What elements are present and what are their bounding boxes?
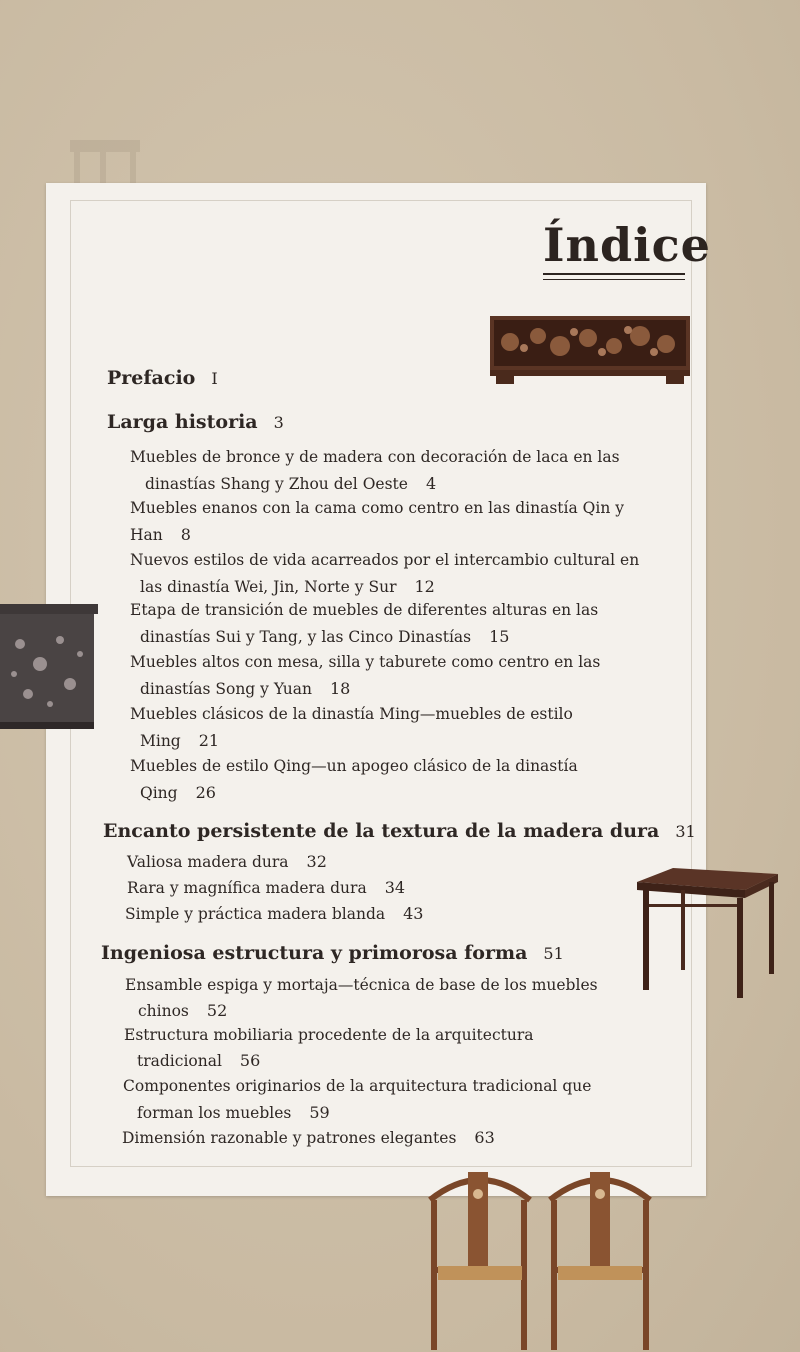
toc-subentry[interactable]: Nuevos estilos de vida acarreados por el intercambio cultural en bbox=[130, 551, 640, 569]
page-number: 32 bbox=[306, 852, 327, 871]
toc-subentry[interactable]: Etapa de transición de muebles de diferentes alturas en las bbox=[130, 601, 599, 619]
toc-subentry-cont[interactable]: Han 8 bbox=[130, 525, 191, 544]
toc-entry-prefacio[interactable]: Prefacio I bbox=[107, 367, 218, 389]
title-underline bbox=[543, 273, 685, 275]
page-number: 18 bbox=[329, 679, 351, 698]
page-number: 43 bbox=[403, 904, 424, 923]
horseshoe-chairs-illustration bbox=[420, 1160, 660, 1352]
toc-entry-ingeniosa[interactable]: Ingeniosa estructura y primorosa forma 51 bbox=[101, 942, 564, 964]
page-number: 15 bbox=[489, 627, 510, 646]
toc-subentry[interactable]: Estructura mobiliaria procedente de la arquitectura bbox=[124, 1026, 534, 1044]
toc-entry-larga-historia[interactable]: Larga historia 3 bbox=[107, 411, 284, 433]
page-number: 12 bbox=[414, 577, 435, 596]
title-underline-thin bbox=[543, 279, 685, 280]
page-number: 8 bbox=[180, 525, 191, 544]
toc-entry-encanto[interactable]: Encanto persistente de la textura de la madera dura 31 bbox=[103, 820, 696, 842]
toc-subentry[interactable]: Dimensión razonable y patrones elegantes 63 bbox=[122, 1128, 495, 1147]
toc-subentry[interactable]: Ensamble espiga y mortaja—técnica de base de los muebles bbox=[125, 976, 598, 994]
page-number: 56 bbox=[239, 1051, 261, 1070]
page-number: I bbox=[211, 369, 218, 388]
toc-subentry[interactable]: Simple y práctica madera blanda 43 bbox=[125, 904, 424, 923]
page-title: Índice bbox=[543, 218, 711, 272]
toc-subentry[interactable]: Rara y magnífica madera dura 34 bbox=[127, 878, 406, 897]
toc-subentry-cont[interactable]: dinastías Sui y Tang, y las Cinco Dinastías 15 bbox=[140, 627, 510, 646]
toc-subentry-cont[interactable]: dinastías Song y Yuan 18 bbox=[140, 679, 351, 698]
page-number: 3 bbox=[273, 413, 284, 432]
page-number: 21 bbox=[198, 731, 220, 750]
toc-subentry-cont[interactable]: tradicional 56 bbox=[137, 1051, 261, 1070]
toc-subentry-cont[interactable]: las dinastía Wei, Jin, Norte y Sur 12 bbox=[140, 577, 435, 596]
toc-subentry-cont[interactable]: forman los muebles 59 bbox=[137, 1103, 330, 1122]
page-number: 26 bbox=[195, 783, 216, 802]
page-number: 34 bbox=[384, 878, 406, 897]
page-number: 31 bbox=[675, 822, 696, 841]
page-number: 59 bbox=[309, 1103, 330, 1122]
toc-subentry-cont[interactable]: Qing 26 bbox=[140, 783, 216, 802]
square-table-illustration bbox=[633, 860, 778, 1000]
toc-subentry[interactable]: Muebles enanos con la cama como centro en las dinastía Qin y bbox=[130, 499, 624, 517]
page-number: 51 bbox=[543, 944, 564, 963]
toc-subentry[interactable]: Muebles altos con mesa, silla y taburete como centro en las bbox=[130, 653, 601, 671]
toc-subentry[interactable]: Muebles de bronce y de madera con decoración de laca en las bbox=[130, 448, 620, 466]
toc-subentry-cont[interactable]: chinos 52 bbox=[138, 1001, 228, 1020]
toc-subentry-cont[interactable]: dinastías Shang y Zhou del Oeste 4 bbox=[145, 474, 437, 493]
toc-subentry[interactable]: Muebles clásicos de la dinastía Ming—muebles de estilo bbox=[130, 705, 573, 723]
toc-subentry[interactable]: Valiosa madera dura 32 bbox=[127, 852, 327, 871]
carved-panel-illustration bbox=[490, 316, 690, 386]
page-number: 63 bbox=[474, 1128, 495, 1147]
page-number: 52 bbox=[206, 1001, 228, 1020]
toc-subentry[interactable]: Componentes originarios de la arquitectura tradicional que bbox=[123, 1077, 592, 1095]
toc-subentry-cont[interactable]: Ming 21 bbox=[140, 731, 220, 750]
toc-subentry[interactable]: Muebles de estilo Qing—un apogeo clásico de la dinastía bbox=[130, 757, 578, 775]
page-number: 4 bbox=[425, 474, 437, 493]
lacquer-cabinet-illustration bbox=[0, 604, 98, 729]
